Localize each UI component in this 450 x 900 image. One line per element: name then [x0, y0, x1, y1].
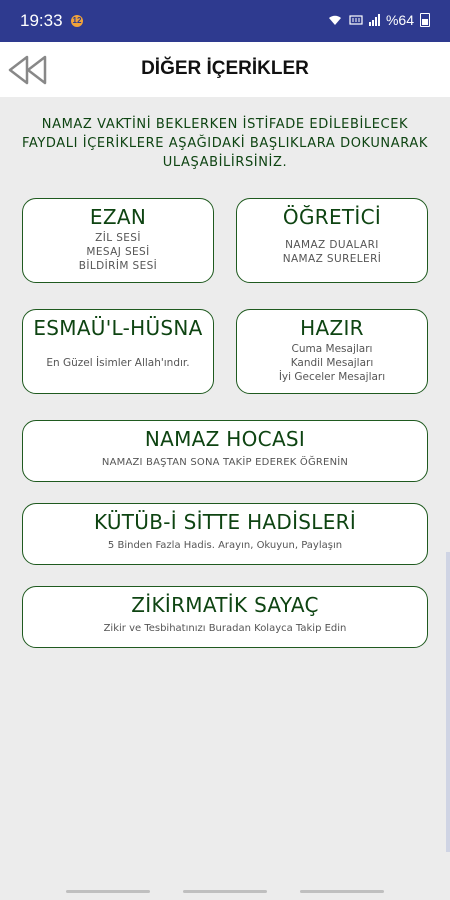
zikirmatik-subtitle: Zikir ve Tesbihatınızı Buradan Kolayca Takip Edin	[103, 623, 347, 634]
network-percentage: %64	[385, 12, 414, 28]
ogretici-title: ÖĞRETİCİ	[282, 205, 382, 229]
kutub-i-sitte-title: KÜTÜB-İ SİTTE HADİSLERİ	[93, 510, 357, 534]
ezan-line-mesaj: MESAJ SESİ	[86, 246, 150, 258]
battery-icon	[420, 13, 430, 27]
hazir-title: HAZIR	[300, 316, 364, 340]
ezan-title: EZAN	[89, 205, 147, 229]
esmaul-husna-title: ESMAÜ'L-HÜSNA	[33, 316, 203, 340]
ogretici-card[interactable]	[236, 198, 428, 283]
page-title: DİĞER İÇERİKLER	[141, 58, 309, 79]
esmaul-husna-card[interactable]	[22, 309, 214, 394]
notification-badge: 12	[72, 16, 82, 25]
nav-handle-left[interactable]	[66, 890, 150, 893]
intro-text: NAMAZ VAKTİNİ BEKLERKEN İSTİFADE EDİLEBİLECEK FAYDALI İÇERİKLERE AŞAĞIDAKİ BAŞLIKLARA DOKUNARAK ULAŞABİLİRSİNİZ.	[22, 117, 428, 170]
nav-handle-right[interactable]	[300, 890, 384, 893]
hazir-card[interactable]	[236, 309, 428, 394]
ogretici-line-sureler: NAMAZ SURELERİ	[282, 253, 382, 265]
status-icons	[327, 12, 430, 28]
volte-icon	[349, 14, 363, 26]
namaz-hocasi-subtitle: NAMAZI BAŞTAN SONA TAKİP EDEREK ÖĞRENİN	[101, 457, 349, 468]
ezan-line-zil: ZİL SESİ	[95, 232, 141, 244]
namaz-hocasi-title: NAMAZ HOCASI	[144, 427, 306, 451]
esmaul-husna-line: En Güzel İsimler Allah'ındır.	[46, 357, 190, 369]
nav-handle-center[interactable]	[183, 890, 267, 893]
kutub-i-sitte-subtitle: 5 Binden Fazla Hadis. Arayın, Okuyun, Paylaşın	[107, 540, 343, 551]
ezan-card[interactable]	[22, 198, 214, 283]
hazir-line-cuma: Cuma Mesajları	[291, 343, 373, 355]
status-bar	[0, 0, 450, 42]
ogretici-line-dualar: NAMAZ DUALARI	[285, 239, 379, 251]
hazir-line-iyi-geceler: İyi Geceler Mesajları	[278, 371, 386, 383]
status-time: 19:33	[20, 11, 63, 30]
signal-icon	[369, 14, 380, 26]
ezan-line-bildirim: BİLDİRİM SESİ	[78, 260, 158, 272]
namaz-hocasi-card[interactable]	[22, 420, 428, 482]
wifi-icon	[327, 14, 343, 26]
zikirmatik-title: ZİKİRMATİK SAYAÇ	[131, 593, 319, 617]
zikirmatik-card[interactable]	[22, 586, 428, 648]
scroll-indicator[interactable]	[446, 552, 450, 852]
app-bar	[0, 42, 450, 97]
gesture-nav-bar	[0, 884, 450, 900]
kutub-i-sitte-card[interactable]	[22, 503, 428, 565]
hazir-line-kandil: Kandil Mesajları	[290, 357, 374, 369]
